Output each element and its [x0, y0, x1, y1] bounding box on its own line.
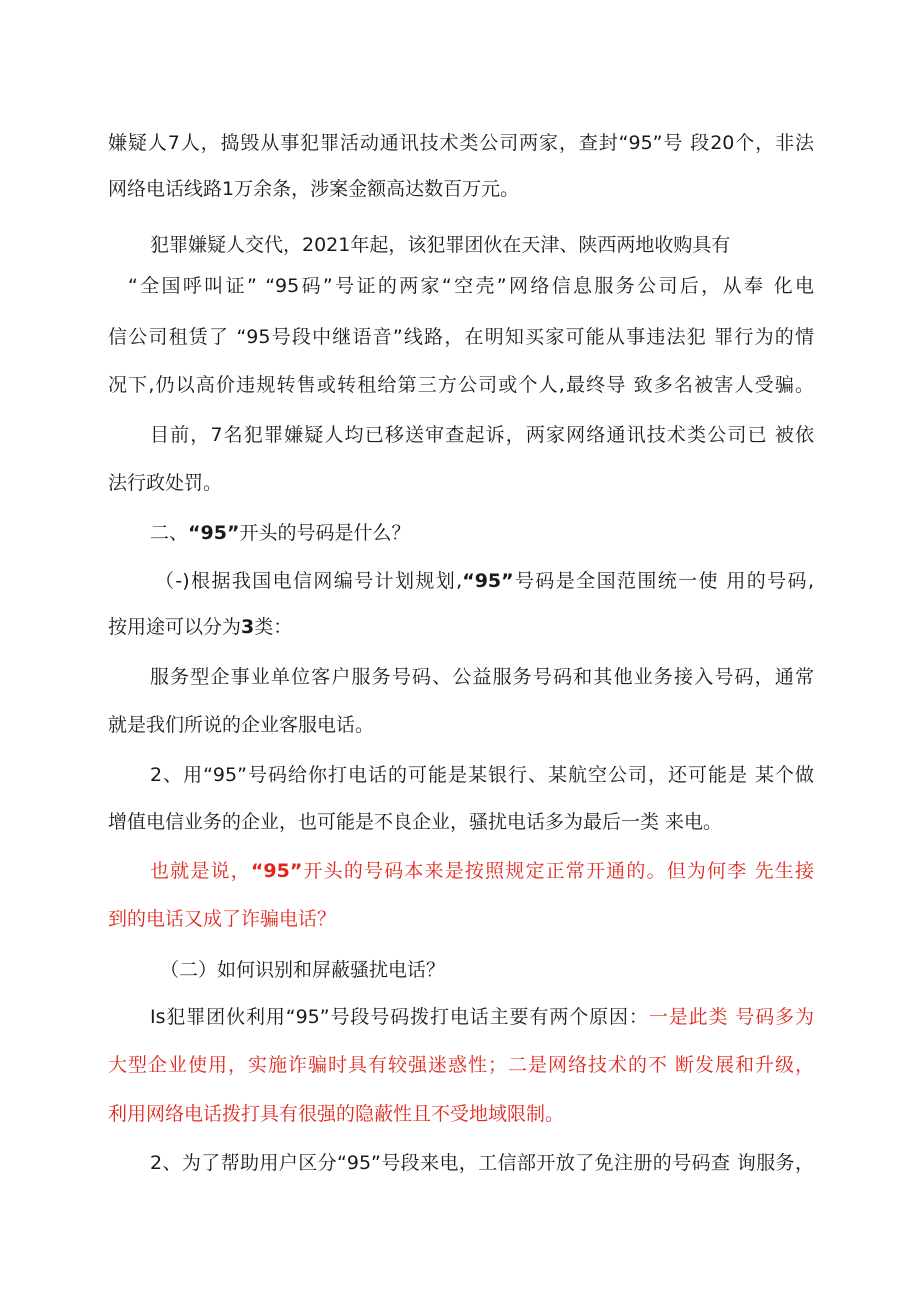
paragraph-line: 目前，7名犯罪嫌疑人均已移送审查起诉，两家网络通讯技术类公司已 被依 [150, 424, 814, 446]
paragraph-line: 服务型企事业单位客户服务号码、公益服务号码和其他业务接入号码，通常 [150, 666, 814, 688]
paragraph-line: 况下,仍以高价违规转售或转租给第三方公司或个人,最终导 致多名被害人受骗。 [108, 374, 814, 396]
paragraph-line: 增值电信业务的企业，也可能是不良企业，骚扰电话多为最后一类 来电。 [108, 811, 723, 833]
paragraph-line: 2、为了帮助用户区分“95”号段来电，工信部开放了免注册的号码查 询服务， [150, 1152, 814, 1174]
highlighted-line: 也就是说，“95”开头的号码本来是按照规定正常开通的。但为何李 先生接 [150, 860, 814, 882]
paragraph-line: （-)根据我国电信网编号计划规划,“95”号码是全国范围统一使 用的号码, [155, 570, 814, 592]
highlighted-line: 到的电话又成了诈骗电话？ [108, 908, 337, 930]
paragraph-line: 嫌疑人7人，捣毁从事犯罪活动通讯技术类公司两家，查封“95”号 段20个，非法 [108, 132, 814, 154]
paragraph-line: 网络电话线路1万余条，涉案金额高达数百万元。 [108, 178, 520, 200]
section-heading: 二、“95”开头的号码是什么？ [150, 522, 411, 544]
paragraph-line: 就是我们所说的企业客服电话。 [108, 714, 375, 736]
paragraph-line: 信公司租赁了 “95号段中继语音”线路，在明知买家可能从事违法犯 罪行为的情 [108, 326, 814, 348]
highlighted-line: 利用网络电话拨打具有很强的隐蔽性且不受地域限制。 [108, 1103, 565, 1125]
paragraph-line: “全国呼叫证” “95码”号证的两家“空壳”网络信息服务公司后，从奉 化电 [128, 275, 814, 297]
highlighted-line: 大型企业使用，实施诈骗时具有较强迷惑性；二是网络技术的不 断发展和升级， [108, 1054, 814, 1076]
section-heading: （二）如何识别和屏蔽骚扰电话？ [160, 959, 446, 981]
paragraph-line: Is犯罪团伙利用“95”号段号码拨打电话主要有两个原因：一是此类 号码多为 [150, 1006, 814, 1028]
paragraph-line: 法行政处罚。 [108, 472, 223, 494]
paragraph-line: 犯罪嫌疑人交代，2021年起，该犯罪团伙在天津、陕西两地收购具有 [150, 234, 731, 256]
paragraph-line: 按用途可以分为3类： [108, 616, 293, 638]
paragraph-line: 2、用“95”号码给你打电话的可能是某银行、某航空公司，还可能是 某个做 [150, 764, 814, 786]
